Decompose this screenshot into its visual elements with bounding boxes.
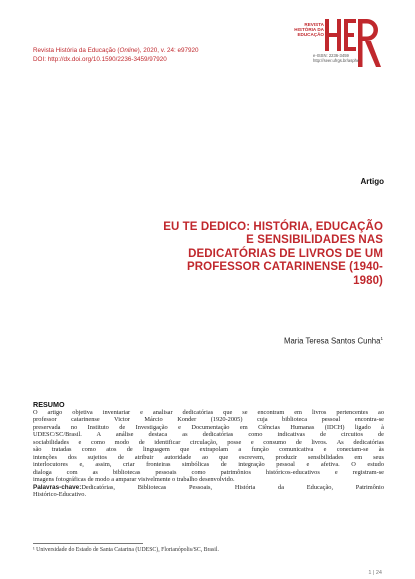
title-line: PROFESSOR CATARINENSE (1940-: [187, 261, 383, 274]
author: [284, 336, 383, 346]
abstract-line: professor catarinense Victor Márcio Konder (1920-2005) cuja biblioteca pessoal encontra-se: [33, 416, 384, 424]
abstract-line: UDESC/SC/Brasil. A análise destaca as dedicatórias como indicativas de circuitos de: [33, 431, 384, 439]
issn: e-ISSN: 2236-3459: [313, 53, 349, 58]
title-line: E SENSIBILIDADES NAS: [246, 234, 383, 247]
logo-caption-line: HISTÓRIA DA: [294, 27, 324, 33]
title-line: 1980): [353, 274, 383, 287]
title-line: DEDICATÓRIAS DE LIVROS DE UM: [188, 247, 383, 260]
footnote-divider: [33, 543, 143, 544]
footnote: ¹ Universidade do Estado de Santa Catarina (UDESC), Florianópolis/SC, Brasil.: [33, 547, 219, 553]
keywords-label: Palavras-chave:: [33, 483, 82, 491]
journal-url[interactable]: http://seer.ufrgs.br/asphe: [313, 58, 360, 63]
logo-caption: [292, 22, 324, 38]
abstract-line: O artigo objetiva inventariar e analisar dedicatórias que se encontram em livros pertencentes ao: [33, 409, 384, 416]
doi-link[interactable]: DOI: http://dx.doi.org/10.1590/2236-3459/97920: [33, 56, 167, 63]
journal-online: Online: [119, 47, 138, 54]
abstract-line: dialoga com as bibliotecas pessoais como patrimônios históricos-educativos e registram-se: [33, 468, 384, 476]
abstract-line: são tratadas como atos de linguagem que extrapolam a função comunicativa e conectam-se às: [33, 446, 384, 454]
abstract-line: intenções dos sujeitos de atribuir autoridade ao que escrevem, produzir sensibilidades em seus: [33, 453, 384, 461]
journal-citation: [33, 47, 198, 55]
logo-caption-line: REVISTA: [304, 22, 324, 27]
journal-volume: ), 2020, v. 24: e97920: [137, 47, 199, 54]
keywords-text: Dedicatórias, Bibliotecas Pessoais, História da Educação, Patrimônio: [81, 483, 384, 491]
title-line: EU TE DEDICO: HISTÓRIA, EDUCAÇÃO: [163, 221, 383, 233]
author-name: Maria Teresa Santos Cunha: [283, 336, 381, 346]
abstract-line: interlocutores e, assim, criar fronteiras simbólicas de integração pessoal e afetiva. O estudo: [33, 461, 384, 469]
keywords-line: Histórico-Educativo.: [33, 490, 87, 498]
abstract-body: [33, 409, 384, 498]
journal-name: Revista História da Educação (: [33, 47, 120, 54]
keywords-line: [33, 484, 384, 491]
abstract-heading: RESUMO: [33, 400, 65, 409]
abstract-line: sociabilidades e como modo de identificar circulação, posse e consumo de livros. As dedicatórias: [33, 438, 384, 446]
logo-caption-line: EDUCAÇÃO: [297, 32, 324, 38]
author-footnote-mark[interactable]: 1: [380, 336, 383, 341]
abstract-line: preservada no Instituto de Investigação e Documentação em Ciências Humanas (IDCH) ligado à: [33, 423, 384, 431]
section-label: Artigo: [360, 177, 384, 186]
page-number: 1 | 24: [368, 570, 382, 576]
abstract-line: imagens fotográficas de modo a amparar visivelmente o trabalho desenvolvido.: [33, 476, 235, 484]
article-title: [143, 221, 383, 288]
